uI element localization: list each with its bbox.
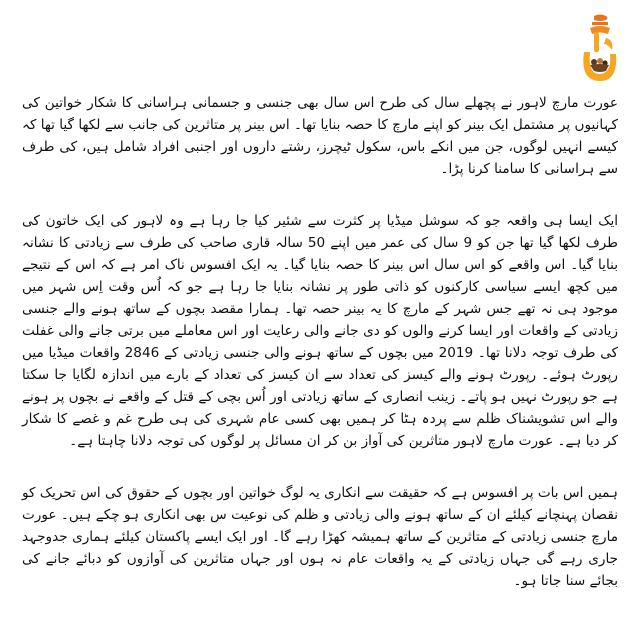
paragraph-intro: عورت مارچ لاہور نے پچھلے سال کی طرح اس سال بھی جنسی و جسمانی ہراسانی کا شکار خواتین کی کہانیوں پر مشتمل ایک بینر کو اپنے مارچ کا حصہ بنایا تھا۔ اس بینر پر متاثرین کی جانب سے لکھا گیا تھا کہ کیسے انہیں لوگوں، جن میں انکے باس، سکول ٹیچرز، رشتے داروں اور اجنبی افراد شامل ہیں، کی طرف سے ہراسانی کا سامنا کرنا پڑا۔ (22, 95, 618, 177)
article-body (22, 92, 618, 622)
paragraph-incident: ایک ایسا ہی واقعہ جو کہ سوشل میڈیا پر کثرت سے شئیر کیا جا رہا ہے وہ لاہور کی ایک خاتون کی طرف لکھا گیا تھا جن کو 9 سال کی عمر میں اپنے 50 سالہ قاری صاحب کی طرف سے زیادتی کا نشانہ بنایا گیا۔ اس واقعے کو اس سال اس بینر کا حصہ بنایا گیا۔ یہ ایک افسوس ناک امر ہے کہ اس کے نتیجے میں کچھ ایسے سیاسی کارکنوں کو ذاتی طور پر نشانہ بنایا جا رہا ہے جو کہ اُس وقت اِس شہر میں موجود ہی نہ تھے جس شہر کے مارچ کا یہ بینر حصہ تھا۔ ہمارا مقصد بچوں کے ساتھ ہونے والے جنسی زیادتی کے واقعات اور ایسا کرنے والوں کو دی جانے والی رعایت اور اس معاملے میں برتی جانے والی غفلت کی طرف توجہ دلانا تھا۔ 2019 میں بچوں کے ساتھ ہونے والی جنسی زیادتی کے 2846 واقعات میڈیا میں رپورٹ ہوئے۔ رپورٹ ہونے والے کیسز کی تعداد سے ان کیسز کی تعداد کے بارے میں اندازہ لگایا جا سکتا ہے جو رپورٹ نہیں ہو پاتے۔ زینب انصاری کے ساتھ زیادتی اور اُس بچی کے قتل کے واقعے نے بچوں پر ہونے والے اس تشویشناک ظلم سے پردہ ہٹا کر ہمیں بھی کسی عام شہری کی ہی طرح غم و غصے کا شکار کر دیا ہے۔ عورت مارچ لاہور متاثرین کی آواز بن کر ان مسائل پر لوگوں کی توجہ دلانا چاہتا ہے۔ (22, 213, 619, 449)
aurat-march-logo (576, 12, 622, 84)
logo-icon (576, 12, 622, 84)
paragraph-conclusion: ہمیں اس بات پر افسوس ہے کہ حقیقت سے انکاری یہ لوگ خواتین اور بچوں کے حقوق کی اس تحریک کو نقصان پہنچانے کیلئے ان کے ساتھ ہونے والی زیادتی و ظلم کی نوعیت س بھی انکاری ہو چکے ہیں۔ عورت مارچ جنسی زیادتی کے متاثرین کے ساتھ ہمیشہ کھڑا رہے گا۔ اور ایک ایسے پاکستان کیلئے ہماری جدوجہد جاری رہے گی جہاں زیادتی کے یہ واقعات عام نہ ہوں اور جہاں متاثرین کی آوازوں کو دبائے جانے کی بجائے سنا جاتا ہو۔ (22, 485, 618, 589)
